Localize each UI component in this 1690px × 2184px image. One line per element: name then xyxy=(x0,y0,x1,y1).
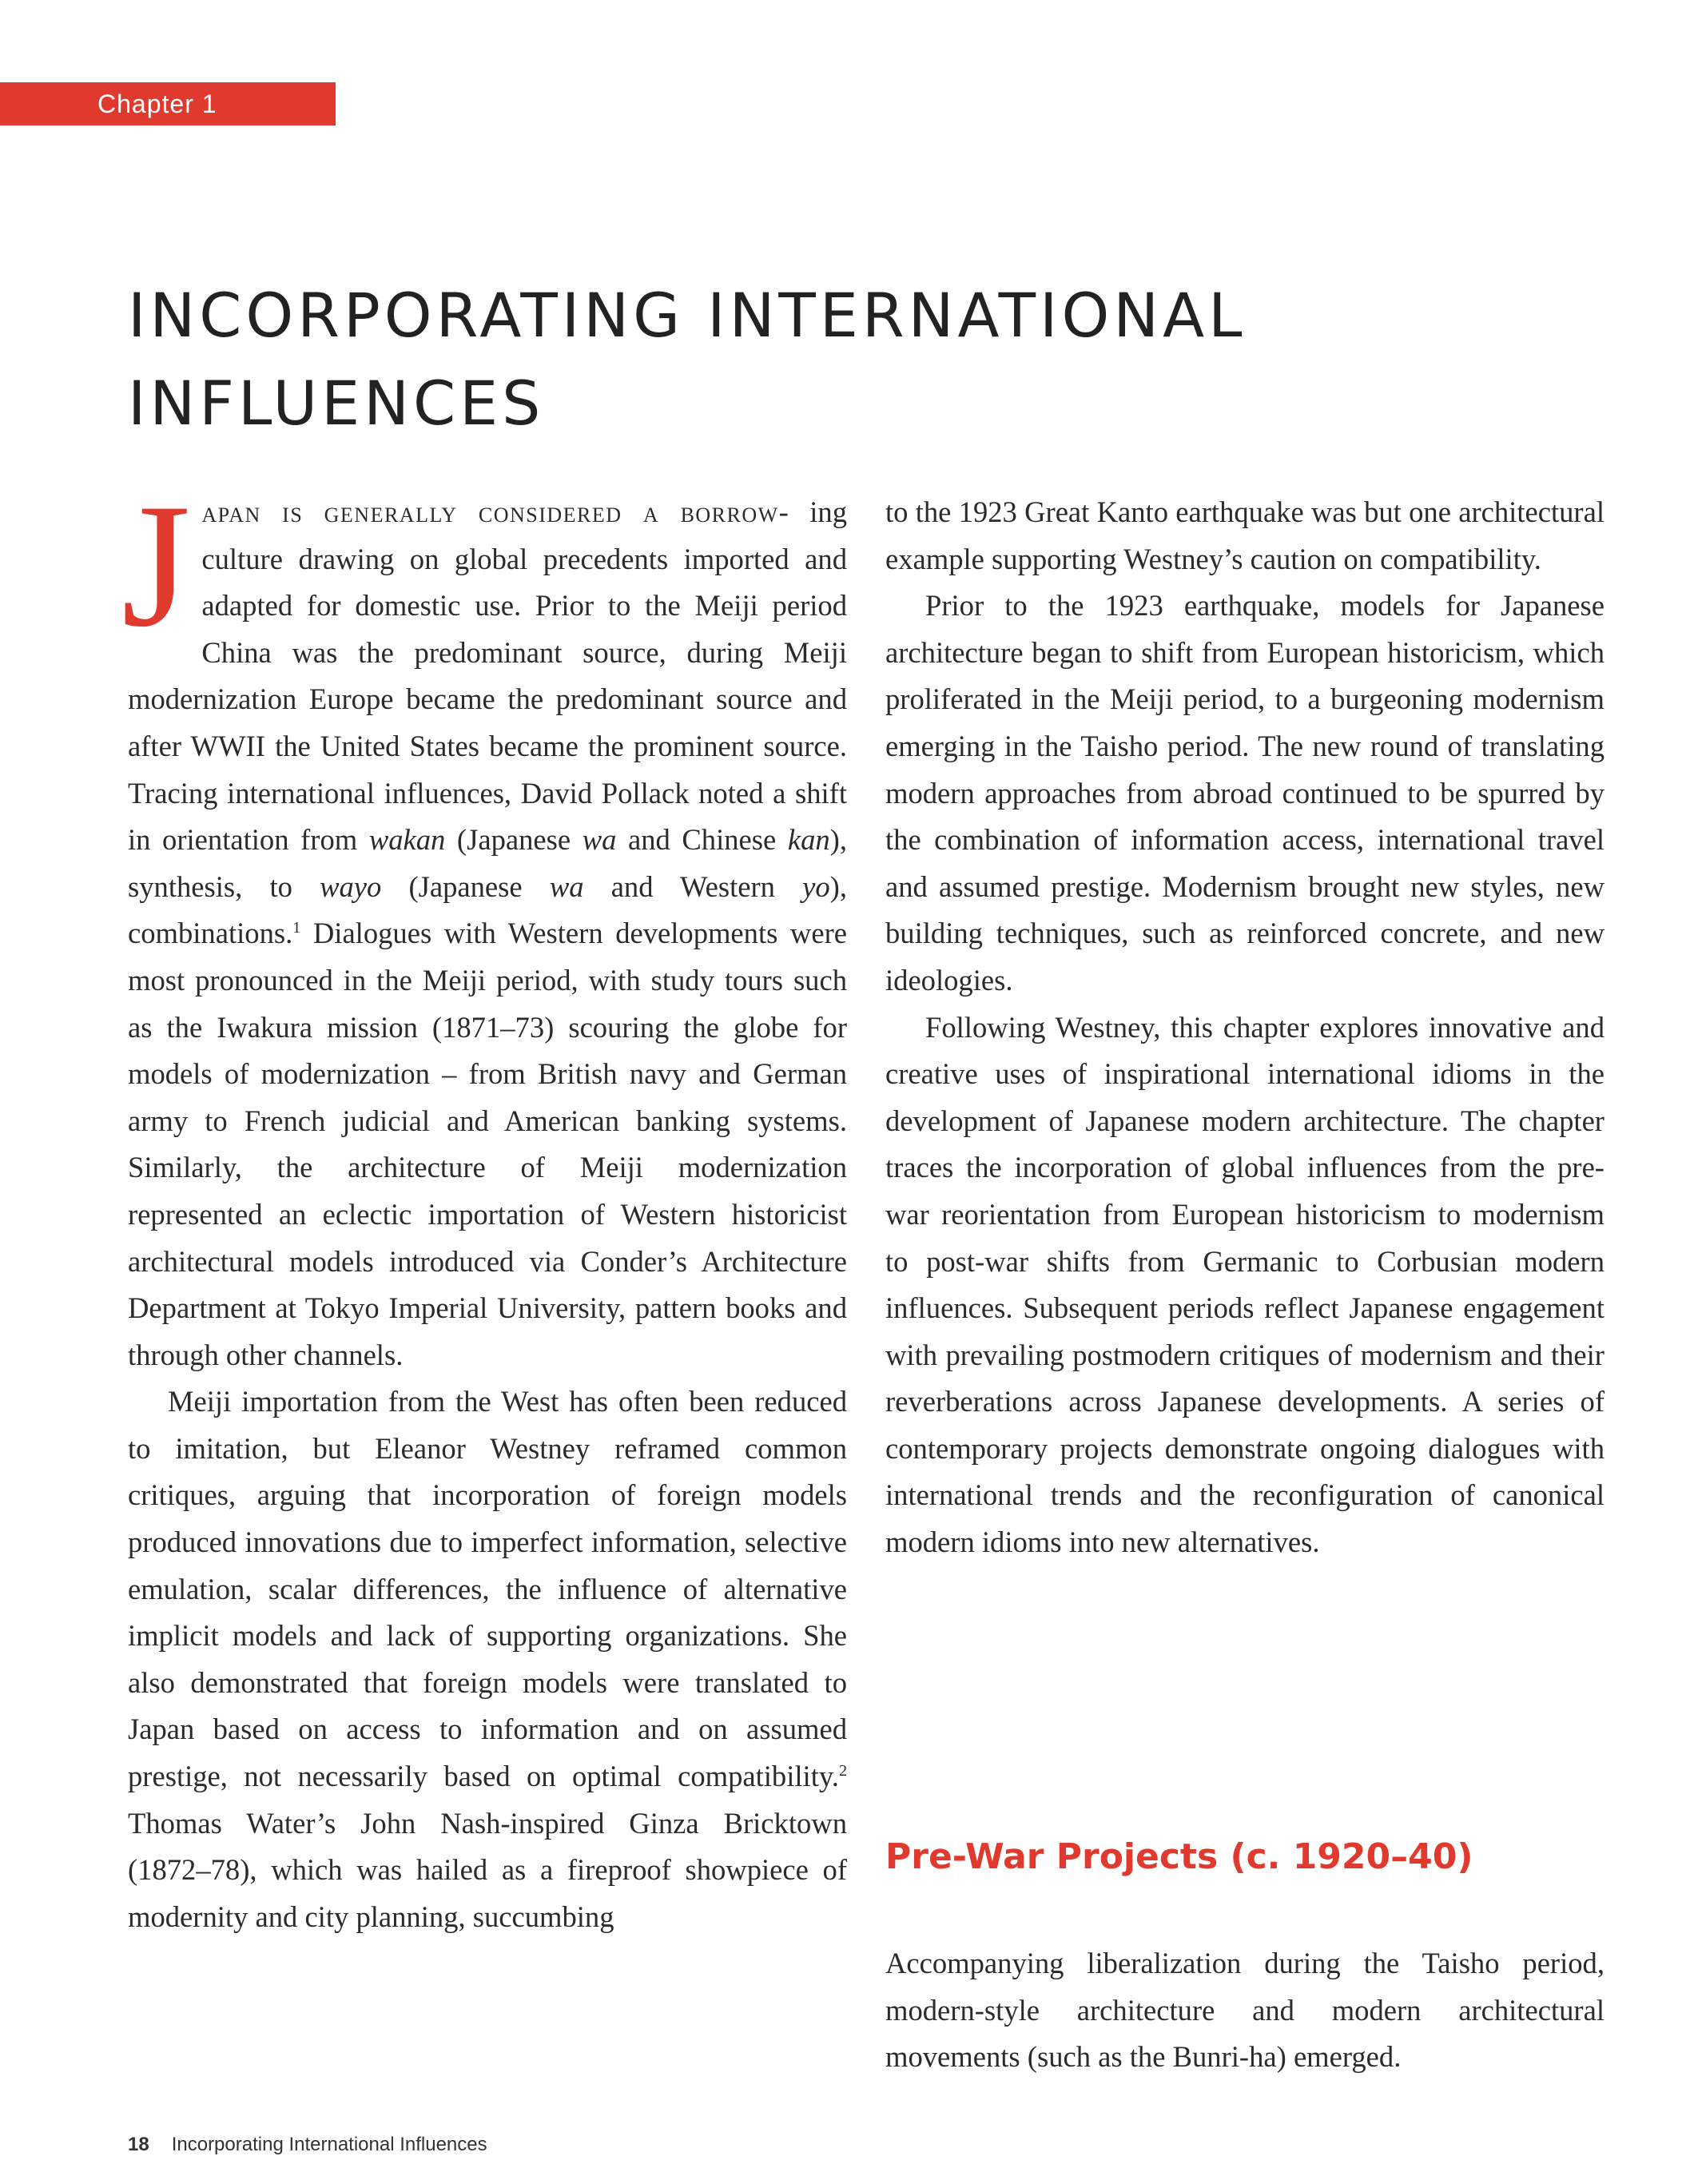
paragraph: Prior to the 1923 earthquake, models for Japanese architecture began to shift from European historicism, which proliferated in the Meiji period, to a burgeoning modernism emerging in the Taisho period. The new round of translating modern approaches from abroad continued to be spurred by the combination of information access, international travel and assumed prestige. Modernism brought new styles, new building techniques, such as reinforced concrete, and new ideologies. xyxy=(885,589,1605,997)
running-title: Incorporating International Influences xyxy=(171,2134,487,2155)
chapter-title-line2: INFLUENCES xyxy=(128,368,545,439)
paragraph: to the 1923 Great Kanto earthquake was but one architectural example supporting Westney’s caution on compatibility. xyxy=(885,495,1605,575)
paragraph-text: (Japanese xyxy=(381,869,550,903)
paragraph-text: Dialogues with Western developments were most pronounced in the Meiji period, with study tours such as the Iwakura mission (1871–73) scouring the globe for models of modernization – from British navy and German army to French judicial and American banking systems. Similarly, the architecture of Meiji modernization represented an eclectic importation of Western historicist architectural models introduced via Conder’s Architecture Department at Tokyo Imperial University, pattern books and through other channels. xyxy=(128,917,847,1371)
paragraph-text: (Japanese xyxy=(445,823,583,857)
chapter-title-line1: INCORPORATING INTERNATIONAL xyxy=(128,280,1247,351)
footnote-ref: 2 xyxy=(838,1761,847,1780)
right-column xyxy=(885,489,1605,1566)
paragraph-text: Thomas Water’s John Nash-inspired Ginza Bricktown (1872–78), which was hailed as a fireproof showpiece of modernity and city planning, succumbing xyxy=(128,1806,847,1933)
term-wayo: wayo xyxy=(320,869,382,903)
footnote-ref: 1 xyxy=(292,919,301,937)
paragraph-text: Meiji importation from the West has often been reduced to imitation, but Eleanor Westney reframed common critiques, arguing that incorporation of foreign models produced innovations due to imperfect information, selective emulation, scalar differences, the influence of alternative implicit models and lack of supporting organizations. She also demonstrated that foreign models were translated to Japan based on access to information and on assumed prestige, not necessarily based on optimal compatibility. xyxy=(128,1385,847,1793)
term-yo: yo xyxy=(802,869,830,903)
lead-in-smallcaps: apan is generally considered a borrow- xyxy=(201,495,790,528)
paragraph-text: and Chinese xyxy=(616,823,788,857)
paragraph-text: ing culture drawing on global precedents imported and adapted for domestic use. Prior to the Meiji period China was the predominant source, during Meiji modernization Europe became the predominant source and after WWII the United States became the prominent source. Tracing international influences, David Pollack noted a shift in orientation from xyxy=(128,495,847,857)
term-wa: wa xyxy=(582,823,617,857)
page-number: 18 xyxy=(128,2134,149,2155)
drop-cap: J xyxy=(121,467,191,664)
paragraph-text: ), combinations. xyxy=(128,869,847,950)
page-footer xyxy=(128,2134,487,2156)
paragraph-text: ), synthesis, to xyxy=(128,823,847,903)
paragraph xyxy=(128,1378,847,1940)
paragraph: Accompanying liberalization during the Taisho period, modern-style architecture and modern architectural movements (such as the Bunri-ha) emerged. xyxy=(885,1947,1605,2074)
term-kan: kan xyxy=(787,823,830,857)
paragraph-text: and Western xyxy=(583,869,803,903)
left-column xyxy=(121,467,847,1940)
term-wakan: wakan xyxy=(368,823,446,857)
chapter-label: Chapter 1 xyxy=(0,82,336,125)
paragraph xyxy=(121,467,847,1378)
section-body xyxy=(885,1940,1605,2081)
chapter-title xyxy=(128,272,1326,448)
paragraph: Following Westney, this chapter explores innovative and creative uses of inspirational international idioms in the development of Japanese modern architecture. The chapter traces the incorporation of global influences from the pre-war reorientation from European historicism to modernism to post-war shifts from Germanic to Corbusian modern influences. Subsequent periods reflect Japanese engagement with prevailing postmodern critiques of modernism and their reverberations across Japanese developments. A series of contemporary projects demonstrate ongoing dialogues with international trends and the reconfiguration of canonical modern idioms into new alternatives. xyxy=(885,1010,1605,1559)
section-heading: Pre-War Projects (c. 1920–40) xyxy=(885,1836,1473,1877)
term-wa: wa xyxy=(549,869,584,903)
